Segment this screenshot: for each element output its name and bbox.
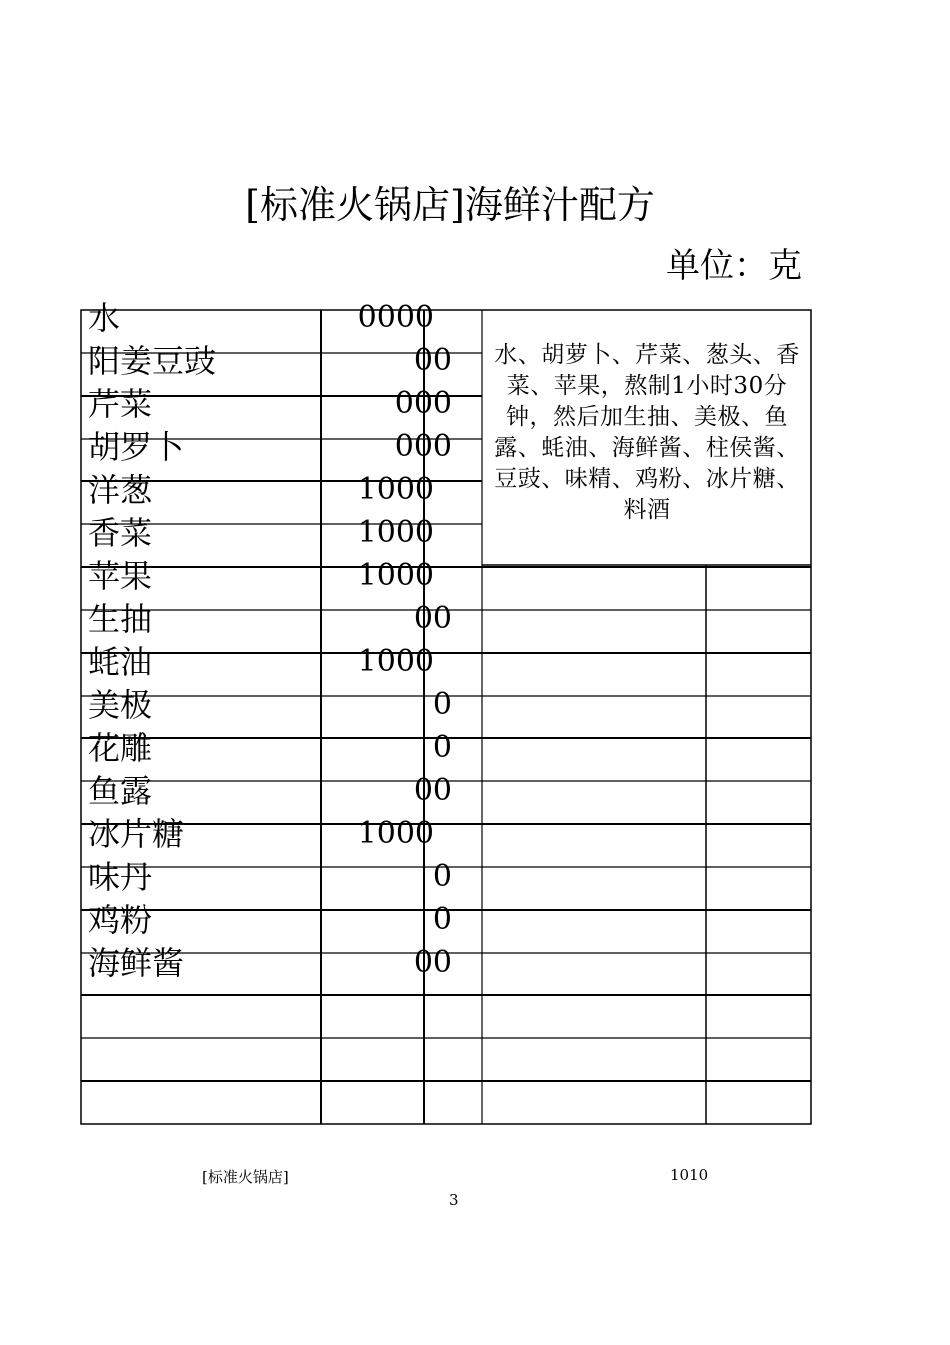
footer-shop-name: [标准火锅店] [202,1168,289,1186]
ingredient-name: 鱼露 [88,772,153,810]
ingredient-amount: 1000 [357,816,434,851]
ingredient-name: 芹菜 [88,385,153,423]
ingredient-amount: 0 [432,730,452,765]
ingredient-amount: 000 [394,429,452,464]
ingredient-name: 花雕 [88,729,153,767]
ingredient-amount: 0 [432,859,452,894]
ingredient-amount: 1000 [357,644,434,679]
page-number: 3 [449,1191,459,1209]
ingredient-amount: 0 [432,902,452,937]
ingredient-name: 味丹 [88,858,153,896]
ingredient-amount: 00 [413,773,452,808]
ingredient-amount: 00 [413,343,452,378]
ingredient-amount: 00 [413,945,452,980]
ingredient-amount: 0 [432,687,452,722]
ingredient-name: 海鲜酱 [88,944,185,982]
ingredient-name: 苹果 [88,557,153,595]
ingredient-amount: 1000 [357,558,434,593]
document-title: [标准火锅店]海鲜汁配方 [245,183,655,227]
ingredient-name: 阳姜豆豉 [88,342,217,380]
ingredient-amount: 0000 [357,300,434,335]
ingredient-name: 美极 [88,686,153,724]
ingredient-name: 洋葱 [88,471,153,509]
ingredient-name: 蚝油 [88,643,153,681]
ingredient-amount: 000 [394,386,452,421]
ingredient-name: 香菜 [88,514,153,552]
ingredient-name: 生抽 [88,600,153,638]
ingredient-amount: 1000 [357,472,434,507]
footer-code: 1010 [670,1166,709,1184]
ingredient-name: 鸡粉 [88,901,153,939]
method-text: 水、胡萝卜、芹菜、葱头、香菜、苹果，熬制1小时30分钟，然后加生抽、美极、鱼露、蚝油、海鲜酱、柱侯酱、豆豉、味精、鸡粉、冰片糖、料酒 [494,342,800,523]
ingredient-name: 冰片糖 [88,815,185,853]
ingredient-name: 水 [88,299,121,337]
ingredient-amount: 1000 [357,515,434,550]
ingredient-amount: 00 [413,601,452,636]
ingredient-name: 胡罗卜 [88,428,185,466]
unit-label: 单位：克 [666,246,802,286]
